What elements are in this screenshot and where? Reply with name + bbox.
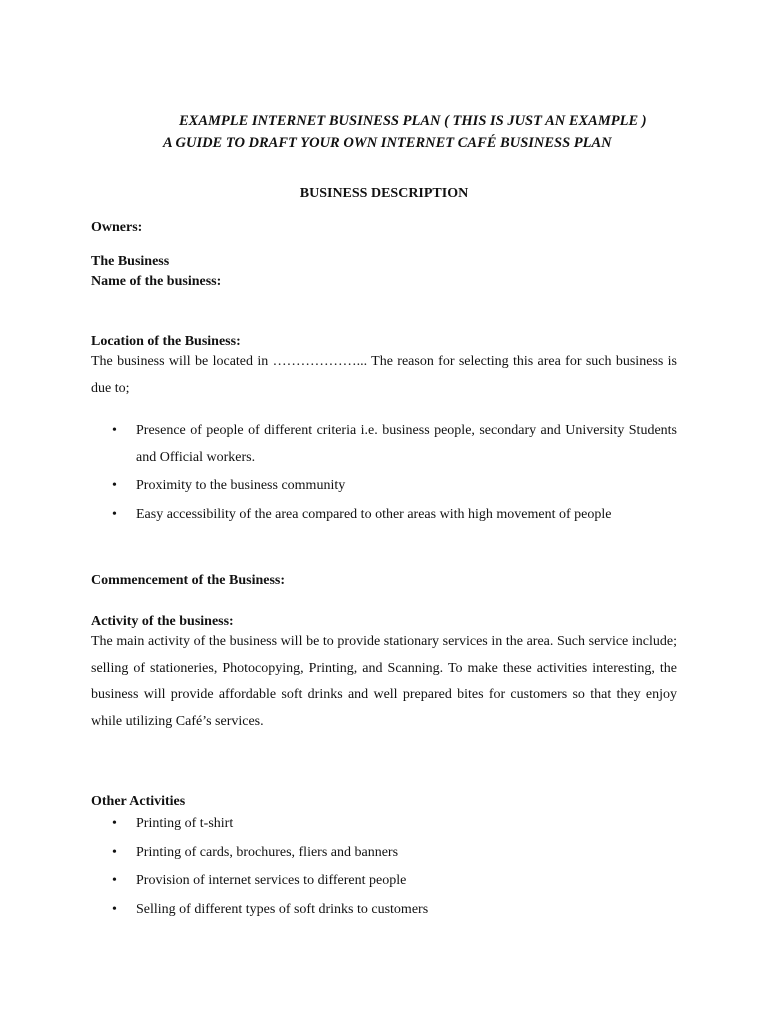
location-paragraph: The business will be located in ………………... The reason for selecting this area for such business is due to; bbox=[91, 354, 677, 396]
bullet-icon: • bbox=[112, 478, 117, 493]
list-item bbox=[91, 868, 677, 895]
section-heading: BUSINESS DESCRIPTION bbox=[299, 186, 469, 201]
bullet-icon: • bbox=[112, 844, 117, 860]
list-item bbox=[91, 418, 677, 471]
document-title-line2: A GUIDE TO DRAFT YOUR OWN INTERNET CAFÉ BUSINESS PLAN bbox=[163, 135, 612, 151]
list-item-text: Selling of different types of soft drinks to customers bbox=[136, 901, 429, 917]
bullet-icon: • bbox=[112, 506, 117, 522]
bullet-icon: • bbox=[112, 901, 117, 917]
list-item-text: Proximity to the business community bbox=[136, 478, 346, 493]
list-item-text: Printing of t-shirt bbox=[136, 816, 234, 831]
owners-label: Owners: bbox=[91, 220, 143, 235]
commencement-heading: Commencement of the Business: bbox=[91, 573, 286, 588]
the-business-label: The Business bbox=[91, 254, 170, 269]
activity-paragraph: The main activity of the business will be to provide stationary services in the area. Such service include; selling of stationeries, Photocopying, Printing, and Scanning. To make these activities interesting, the business will provide affordable soft drinks and well prepared bites for customers so that they enjoy while utilizing Café’s services. bbox=[91, 634, 677, 729]
location-heading: Location of the Business: bbox=[91, 334, 241, 349]
bullet-icon: • bbox=[112, 816, 117, 831]
bullet-icon: • bbox=[112, 873, 117, 888]
other-activities-bullet-list bbox=[91, 811, 677, 923]
list-item bbox=[91, 502, 677, 529]
activity-heading: Activity of the business: bbox=[91, 614, 234, 629]
list-item bbox=[91, 811, 677, 838]
other-activities-heading: Other Activities bbox=[91, 794, 186, 809]
bullet-icon: • bbox=[112, 423, 117, 438]
list-item bbox=[91, 840, 677, 867]
list-item-text: Easy accessibility of the area compared to other areas with high movement of people bbox=[136, 506, 612, 522]
list-item-text: Provision of internet services to different people bbox=[136, 873, 407, 888]
business-name-label: Name of the business: bbox=[91, 274, 222, 289]
list-item-text: Printing of cards, brochures, fliers and banners bbox=[136, 844, 399, 860]
document-title-line1: EXAMPLE INTERNET BUSINESS PLAN ( THIS IS JUST AN EXAMPLE ) bbox=[179, 113, 647, 129]
list-item bbox=[91, 473, 677, 500]
location-bullet-list bbox=[91, 418, 677, 528]
list-item-text: Presence of people of different criteria i.e. business people, secondary and University Students and Official workers. bbox=[136, 423, 677, 465]
list-item bbox=[91, 897, 677, 924]
